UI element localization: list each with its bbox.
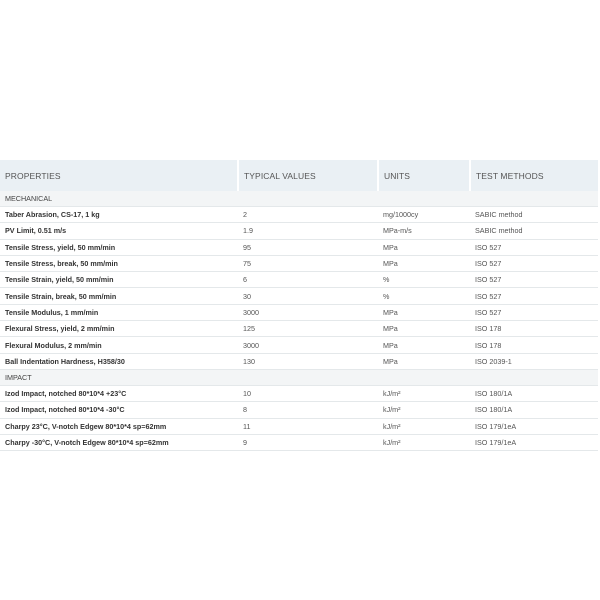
test-method: ISO 527: [470, 239, 598, 255]
test-method: ISO 178: [470, 321, 598, 337]
unit: MPa: [378, 239, 470, 255]
property-name: Tensile Modulus, 1 mm/min: [0, 304, 238, 320]
property-name: Ball Indentation Hardness, H358/30: [0, 353, 238, 369]
unit: %: [378, 272, 470, 288]
property-name: PV Limit, 0.51 m/s: [0, 223, 238, 239]
unit: MPa: [378, 321, 470, 337]
unit: mg/1000cy: [378, 207, 470, 223]
typical-value: 9: [238, 434, 378, 450]
unit: kJ/m²: [378, 434, 470, 450]
table-row: [0, 304, 598, 320]
typical-value: 95: [238, 239, 378, 255]
test-method: ISO 179/1eA: [470, 418, 598, 434]
properties-table: [0, 160, 598, 451]
typical-value: 2: [238, 207, 378, 223]
section-title: IMPACT: [0, 369, 598, 385]
property-name: Izod Impact, notched 80*10*4 -30°C: [0, 402, 238, 418]
table-header-row: [0, 160, 598, 191]
header-units: UNITS: [378, 160, 470, 191]
test-method: ISO 178: [470, 337, 598, 353]
table-row: [0, 402, 598, 418]
typical-value: 11: [238, 418, 378, 434]
table-row: [0, 353, 598, 369]
unit: MPa: [378, 304, 470, 320]
table-row: [0, 255, 598, 271]
table-row: [0, 207, 598, 223]
section-row-impact: [0, 369, 598, 385]
test-method: ISO 527: [470, 255, 598, 271]
test-method: ISO 180/1A: [470, 402, 598, 418]
header-properties: PROPERTIES: [0, 160, 238, 191]
typical-value: 8: [238, 402, 378, 418]
property-name: Charpy -30°C, V-notch Edgew 80*10*4 sp=62mm: [0, 434, 238, 450]
table-row: [0, 288, 598, 304]
table-row: [0, 337, 598, 353]
unit: MPa: [378, 337, 470, 353]
property-name: Charpy 23°C, V-notch Edgew 80*10*4 sp=62mm: [0, 418, 238, 434]
property-name: Tensile Strain, yield, 50 mm/min: [0, 272, 238, 288]
test-method: ISO 179/1eA: [470, 434, 598, 450]
unit: kJ/m²: [378, 385, 470, 401]
test-method: SABIC method: [470, 223, 598, 239]
table-row: [0, 434, 598, 450]
table-row: [0, 223, 598, 239]
unit: kJ/m²: [378, 402, 470, 418]
unit: %: [378, 288, 470, 304]
property-name: Izod Impact, notched 80*10*4 +23°C: [0, 385, 238, 401]
table-row: [0, 418, 598, 434]
unit: MPa: [378, 255, 470, 271]
header-typical-values: TYPICAL VALUES: [238, 160, 378, 191]
property-name: Tensile Stress, break, 50 mm/min: [0, 255, 238, 271]
typical-value: 3000: [238, 337, 378, 353]
typical-value: 1.9: [238, 223, 378, 239]
typical-value: 125: [238, 321, 378, 337]
unit: kJ/m²: [378, 418, 470, 434]
property-name: Tensile Stress, yield, 50 mm/min: [0, 239, 238, 255]
property-name: Taber Abrasion, CS-17, 1 kg: [0, 207, 238, 223]
unit: MPa: [378, 353, 470, 369]
table-body: [0, 191, 598, 451]
test-method: ISO 180/1A: [470, 385, 598, 401]
test-method: SABIC method: [470, 207, 598, 223]
test-method: ISO 2039-1: [470, 353, 598, 369]
unit: MPa-m/s: [378, 223, 470, 239]
table-row: [0, 272, 598, 288]
typical-value: 30: [238, 288, 378, 304]
section-title: MECHANICAL: [0, 191, 598, 207]
table-row: [0, 321, 598, 337]
properties-table-container: [0, 160, 600, 451]
typical-value: 3000: [238, 304, 378, 320]
table-row: [0, 239, 598, 255]
property-name: Flexural Stress, yield, 2 mm/min: [0, 321, 238, 337]
typical-value: 75: [238, 255, 378, 271]
test-method: ISO 527: [470, 304, 598, 320]
property-name: Tensile Strain, break, 50 mm/min: [0, 288, 238, 304]
header-test-methods: TEST METHODS: [470, 160, 598, 191]
typical-value: 10: [238, 385, 378, 401]
test-method: ISO 527: [470, 288, 598, 304]
test-method: ISO 527: [470, 272, 598, 288]
property-name: Flexural Modulus, 2 mm/min: [0, 337, 238, 353]
typical-value: 6: [238, 272, 378, 288]
table-row: [0, 385, 598, 401]
typical-value: 130: [238, 353, 378, 369]
section-row-mechanical: [0, 191, 598, 207]
